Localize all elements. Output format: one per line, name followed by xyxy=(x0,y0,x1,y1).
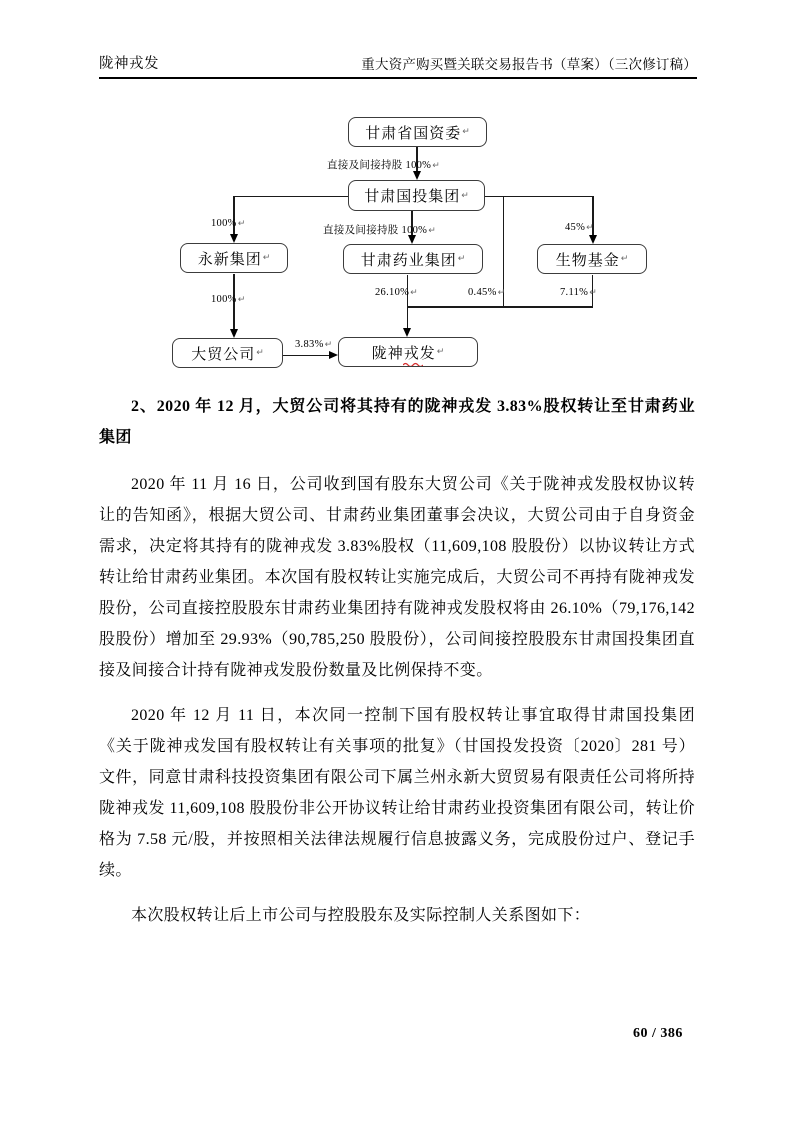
paragraph-share-transfer-notice: 2020 年 11 月 16 日，公司收到国有股东大贸公司《关于陇神戎发股权协议转让的告知函》，根据大贸公司、甘肃药业集团董事会决议，大贸公司由于自身资金需求，决定将其持有的陇神戎发 3.83%股权（11,609,108 股股份）以协议转让方式转让给甘肃药业集团。本次国有股权转让实施完成后，大贸公司不再持有陇神戎发股份，公司直接控股股东甘肃药业集团持有陇神戎发股权将由 26.10%（79,176,142 股股份）增加至 29.93%（90,785,250 股股份），公司间接控股股东甘肃国投集团直接及间接合计持有陇神戎发股份数量及比例保持不变。 xyxy=(99,476,695,679)
connector-guotou-right-branch xyxy=(485,196,594,198)
return-mark: ↵ xyxy=(620,254,629,264)
edge-label-damao-longshen: 3.83%↵ xyxy=(295,339,333,350)
return-mark: ↵ xyxy=(324,340,333,350)
return-mark: ↵ xyxy=(237,219,246,229)
arrowhead-guotou-to-yongxin xyxy=(230,234,238,243)
edge-label-yaoye-longshen: 26.10%↵ xyxy=(375,287,418,298)
return-mark: ↵ xyxy=(237,295,246,305)
edge-label-guotou-longshen: 0.45%↵ xyxy=(468,287,506,298)
connector-yaoye-to-longshen xyxy=(407,275,409,329)
return-mark: ↵ xyxy=(262,253,271,263)
return-mark: ↵ xyxy=(410,288,418,298)
node-gansu-guotou-group: 甘肃国投集团 ↵ xyxy=(348,180,485,211)
edge-label-guotou-fund: 45%↵ xyxy=(565,222,594,233)
arrowhead-yongxin-to-damao xyxy=(230,329,238,338)
spellcheck-underline-icon xyxy=(403,362,423,366)
node-damao-company: 大贸公司 ↵ xyxy=(172,338,283,368)
arrowhead-yaoye-to-longshen xyxy=(403,328,411,337)
header-doc-title: 重大资产购买暨关联交易报告书（草案）（三次修订稿） xyxy=(361,57,697,72)
return-mark: ↵ xyxy=(586,223,594,233)
arrowhead-sasac-to-guotou xyxy=(413,171,421,180)
arrowhead-damao-to-longshen xyxy=(329,351,338,359)
return-mark: ↵ xyxy=(461,190,469,201)
node-yongxin-group: 永新集团 ↵ xyxy=(180,243,288,273)
page-number: 60 / 386 xyxy=(633,1026,683,1041)
section-heading: 2、2020 年 12 月，大贸公司将其持有的陇神戎发 3.83%股权转让至甘肃药业集团 xyxy=(99,398,695,446)
return-mark: ↵ xyxy=(428,226,436,236)
return-mark: ↵ xyxy=(589,288,597,298)
return-mark: ↵ xyxy=(497,288,506,298)
edge-label-guotou-yongxin: 100%↵ xyxy=(211,218,246,229)
header-company-name: 陇神戎发 xyxy=(99,56,159,72)
edge-label-sasac-guotou: 直接及间接持股 100%↵ xyxy=(327,160,440,171)
node-gansu-sasac: 甘肃省国资委 ↵ xyxy=(348,117,487,147)
paragraph-approval-document: 2020 年 12 月 11 日，本次同一控制下国有股权转让事宜取得甘肃国投集团《关于陇神戎发国有股权转让有关事项的批复》（甘国投发投资〔2020〕281 号）文件，同意甘肃科技投资集团有限公司下属兰州永新大贸贸易有限责任公司将所持陇神戎发 11,609,108 股股份非公开协议转让给甘肃药业投资集团有限公司，转让价格为 7.58 元/股，并按照相关法律法规履行信息披露义务，完成股份过户、登记手续。 xyxy=(99,707,695,879)
edge-label-fund-longshen: 7.11%↵ xyxy=(560,287,597,298)
return-mark: ↵ xyxy=(436,347,445,357)
arrowhead-guotou-to-fund xyxy=(589,235,597,244)
return-mark: ↵ xyxy=(256,348,264,358)
shareholding-structure-diagram xyxy=(99,115,696,377)
node-longshen-rongfa: 陇神戎发 ↵ xyxy=(338,337,478,367)
connector-damao-to-longshen xyxy=(283,355,331,357)
paragraph-relationship-chart-intro: 本次股权转让后上市公司与控股股东及实际控制人关系图如下： xyxy=(131,907,591,924)
document-body xyxy=(99,391,695,945)
return-mark: ↵ xyxy=(457,254,466,264)
edge-label-yongxin-damao: 100%↵ xyxy=(211,294,246,305)
node-biotech-fund: 生物基金 ↵ xyxy=(537,244,647,274)
node-gansu-yaoye-group: 甘肃药业集团 ↵ xyxy=(343,244,483,274)
page-header xyxy=(99,52,697,79)
return-mark: ↵ xyxy=(462,127,470,137)
connector-guotou-to-yongxin xyxy=(233,196,235,236)
connector-longshen-collector xyxy=(407,306,593,308)
edge-label-guotou-yaoye: 直接及间接持股 100%↵ xyxy=(323,225,436,236)
connector-guotou-left-branch xyxy=(234,196,348,198)
return-mark: ↵ xyxy=(432,161,440,171)
